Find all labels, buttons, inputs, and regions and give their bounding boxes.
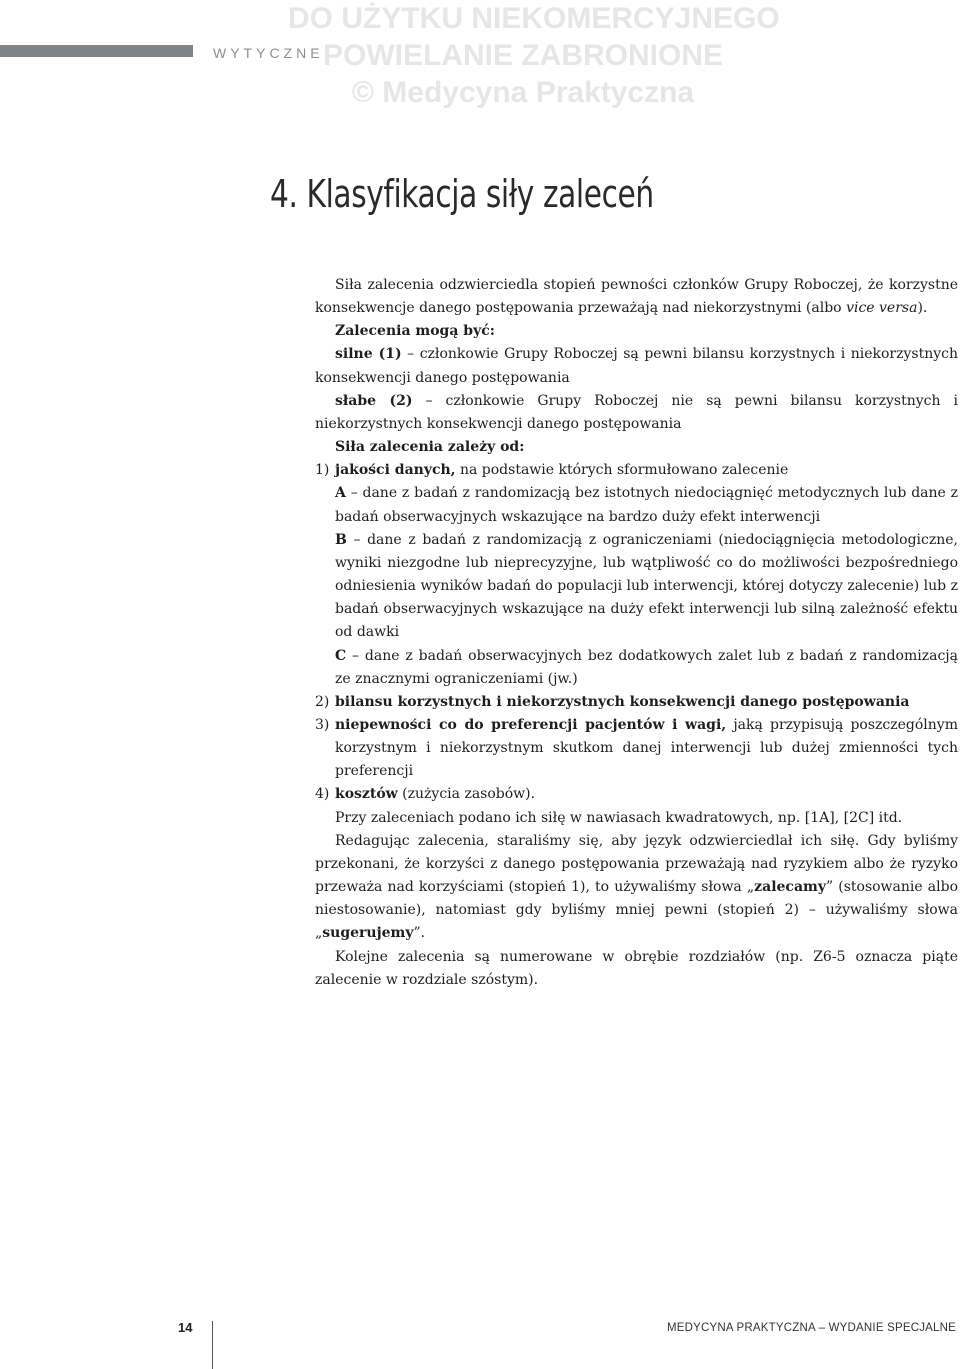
header-bar <box>0 45 193 57</box>
grade-c: C – dane z badań obserwacyjnych bez dodatkowych zalet lub z badań z randomizacją ze znacznymi ograniczeniami (jw.) <box>335 647 958 687</box>
factor-title: niepewności co do preferencji pacjentów i wagi, <box>335 716 727 733</box>
numbering-paragraph: Kolejne zalecenia są numerowane w obrębie rozdziałów (np. Z6-5 oznacza piąte zalecenie w rozdziale szóstym). <box>315 948 958 988</box>
grade-letter: C <box>335 647 347 664</box>
footer-divider <box>212 1321 213 1369</box>
factor-item-2 <box>315 691 958 714</box>
factor-number: 1) <box>315 462 330 479</box>
keyword-suggest: sugerujemy <box>322 925 414 942</box>
factor-number: 2) <box>315 693 330 710</box>
factor-item-4: 4) kosztów (zużycia zasobów). <box>315 783 958 806</box>
intro-paragraph <box>315 274 958 320</box>
section-label: WYTYCZNE <box>213 45 324 61</box>
factor-number: 4) <box>315 786 330 803</box>
factor-title: kosztów <box>335 786 398 803</box>
watermark-line-3: © Medycyna Praktyczna <box>351 76 695 109</box>
factor-number: 3) <box>315 716 330 733</box>
page-title: 4. Klasyfikacja siły zaleceń <box>270 172 654 216</box>
factor-title: bilansu korzystnych i niekorzystnych konsekwencji danego postępowania <box>335 693 910 710</box>
grade-letter: B <box>335 531 347 548</box>
factors-heading: Siła zalecenia zależy od: <box>335 439 525 456</box>
factor-item-3: 3) niepewności co do preferencji pacjentów i wagi, jaką przypisują poszczególnym korzystnym i niekorzystnym skutkom danej interwencji lub dużej zmienności tych preferencji <box>315 714 958 783</box>
intro-italic: vice versa <box>846 300 918 317</box>
grade-b: B – dane z badań z randomizacją z ograniczeniami (niedociągnięcia metodologiczne, wyniki niezgodne lub nieprecyzyjne, lub wątpliwość co do możliwości bezpośredniego odniesienia wyników badań do populacji lub interwencji, której dotyczy zalecenie) lub z badań obserwacyjnych wskazujące na duży efekt interwencji lub silną zależność efektu od dawki <box>335 531 958 641</box>
strong-text: – członkowie Grupy Roboczej są pewni bilansu korzystnych i niekorzystnych konsekwencji danego postępowania <box>315 346 959 386</box>
watermark-line-2: POWIELANIE ZABRONIONE <box>322 39 723 72</box>
body-text <box>315 274 958 992</box>
grade-letter: A <box>335 485 346 502</box>
page-number: 14 <box>178 1320 193 1335</box>
strong-term: silne (1) <box>335 346 402 363</box>
factor-item-1: 1) jakości danych, na podstawie których sformułowano zalecenie <box>315 459 958 482</box>
strong-recommendation <box>315 343 958 389</box>
weak-term: słabe (2) <box>335 392 413 409</box>
grade-a: A – dane z badań z randomizacją bez istotnych niedociągnięć metodycznych lub dane z badań obserwacyjnych wskazujące na bardzo duży efekt interwencji <box>335 485 958 525</box>
types-heading: Zalecenia mogą być: <box>335 323 495 340</box>
factor-title: jakości danych, <box>335 462 456 479</box>
keyword-recommend: zalecamy <box>754 879 826 896</box>
intro-text: Siła zalecenia odzwierciedla stopień pewności członków Grupy Roboczej, że korzystne konsekwencje danego postępowania przeważają nad niekorzystnymi (albo <box>315 277 958 317</box>
weak-recommendation <box>315 390 958 436</box>
language-paragraph: Redagując zalecenia, staraliśmy się, aby język odzwierciedlał ich siłę. Gdy byliśmy przekonani, że korzyści z danego postępowania przeważają nad ryzykiem albo że ryzyko przeważa nad korzyściami (stopień 1), to używaliśmy słowa „zalecamy” (stosowanie albo niestosowanie), natomiast gdy byliśmy mniej pewni (stopień 2) – używaliśmy słowa „sugerujemy”. <box>315 832 959 942</box>
watermark <box>288 0 780 111</box>
watermark-line-1: DO UŻYTKU NIEKOMERCYJNEGO <box>288 2 780 35</box>
weak-text: – członkowie Grupy Roboczej nie są pewni bilansu korzystnych i niekorzystnych konsekwencji danego postępowania <box>315 392 959 432</box>
intro-end: ). <box>917 300 928 317</box>
notation-paragraph: Przy zaleceniach podano ich siłę w nawiasach kwadratowych, np. [1A], [2C] itd. <box>335 809 903 826</box>
publication-name: MEDYCYNA PRAKTYCZNA – WYDANIE SPECJALNE <box>667 1322 956 1334</box>
